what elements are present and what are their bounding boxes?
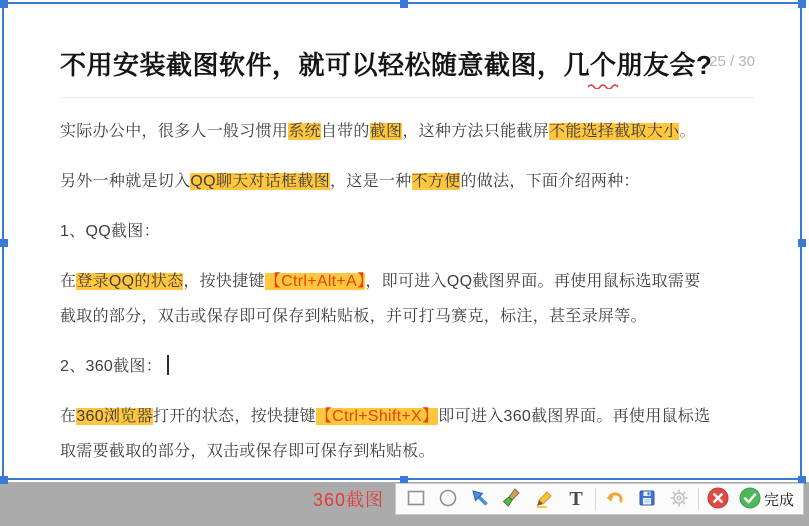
paragraph xyxy=(60,264,755,334)
text-run: 不能选择截取大小 xyxy=(549,123,680,140)
text-tool-icon: T xyxy=(569,488,583,510)
text-run: 另外一种就是切入 xyxy=(60,173,191,190)
pencil-icon xyxy=(534,488,554,511)
text-run: 【Ctrl+Shift+X】 xyxy=(315,408,439,425)
page-indicator: 25 / 30 xyxy=(709,53,755,70)
selection-handle-top-left[interactable] xyxy=(0,0,8,8)
text-run: 系统 xyxy=(288,123,321,140)
text-cursor xyxy=(167,355,169,375)
text-run: QQ聊天对话框截图 xyxy=(190,173,330,190)
check-icon xyxy=(739,487,761,512)
text-run: ，按快捷键 xyxy=(183,273,265,290)
text-run: ，这种方法只能截屏 xyxy=(402,123,550,140)
rectangle-tool-button[interactable] xyxy=(403,486,429,512)
page-content xyxy=(4,4,800,469)
selection-handle-middle-left[interactable] xyxy=(0,239,8,247)
ellipse-icon xyxy=(438,488,458,511)
selection-handle-middle-right[interactable] xyxy=(798,239,806,247)
gear-icon xyxy=(669,488,689,511)
text-run: 打开的状态，按快捷键 xyxy=(152,408,316,425)
toolbar-separator xyxy=(698,488,699,510)
text-run: 即可进入360截图界面。再使用鼠标选 xyxy=(438,408,711,425)
document-body-text[interactable] xyxy=(60,114,755,469)
paragraph xyxy=(60,349,755,384)
arrow-icon xyxy=(470,488,490,511)
document-header xyxy=(60,4,755,82)
brush-tool-button[interactable] xyxy=(499,486,525,512)
paragraph xyxy=(60,399,755,469)
paragraph xyxy=(60,164,755,199)
text-run: 截取的部分，双击或保存即可保存到粘贴板，并可打马赛克，标注，甚至录屏等。 xyxy=(60,308,647,325)
text-run: ，这是一种 xyxy=(330,173,412,190)
spellcheck-squiggle-icon xyxy=(587,83,621,89)
capture-bar xyxy=(313,483,804,515)
brush-icon xyxy=(502,488,522,511)
text-run: 。 xyxy=(679,123,696,140)
text-run: 自带的 xyxy=(320,123,370,140)
capture-tool-label: 360截图 xyxy=(312,490,384,510)
text-run: 不方便 xyxy=(411,173,461,190)
page-title: 不用安装截图软件，就可以轻松随意截图，几个朋友会? xyxy=(60,50,713,80)
text-run: ，即可进入QQ截图界面。再使用鼠标选取需要 xyxy=(365,273,701,290)
document-page[interactable] xyxy=(4,4,800,482)
ellipse-tool-button[interactable] xyxy=(435,486,461,512)
pen-tool-button[interactable] xyxy=(531,486,557,512)
text-run: 2、360截图： xyxy=(60,358,162,375)
save-floppy-icon xyxy=(637,488,657,511)
arrow-tool-button[interactable] xyxy=(467,486,493,512)
paragraph xyxy=(60,214,755,249)
text-run: 360浏览器 xyxy=(76,408,153,425)
selection-handle-bottom-left[interactable] xyxy=(0,476,8,484)
undo-icon xyxy=(605,488,625,511)
done-button-label: 完成 xyxy=(763,491,794,509)
title-divider xyxy=(60,97,755,98)
save-button[interactable] xyxy=(634,486,660,512)
text-run: 取需要截取的部分，双击或保存即可保存到粘贴板。 xyxy=(60,443,435,460)
done-button[interactable] xyxy=(737,486,796,512)
text-run: 登录QQ的状态 xyxy=(76,273,184,290)
undo-button[interactable] xyxy=(602,486,628,512)
text-run: 【Ctrl+Alt+A】 xyxy=(264,273,366,290)
text-run: 的做法，下面介绍两种： xyxy=(460,173,640,190)
text-run: 在 xyxy=(60,273,77,290)
settings-button[interactable] xyxy=(666,486,692,512)
screenshot-toolbar xyxy=(395,483,804,515)
text-run: 截图 xyxy=(369,123,403,140)
selection-handle-top-center[interactable] xyxy=(400,0,408,8)
rectangle-icon xyxy=(406,488,426,511)
cancel-button[interactable] xyxy=(705,486,731,512)
paragraph xyxy=(60,114,755,149)
cancel-icon xyxy=(707,487,729,512)
text-tool-button[interactable] xyxy=(563,486,589,512)
text-run: 1、QQ截图： xyxy=(60,223,160,240)
text-run: 在 xyxy=(60,408,77,425)
toolbar-separator xyxy=(595,488,596,510)
selection-handle-top-right[interactable] xyxy=(798,0,806,8)
text-run: 实际办公中，很多人一般习惯用 xyxy=(60,123,289,140)
